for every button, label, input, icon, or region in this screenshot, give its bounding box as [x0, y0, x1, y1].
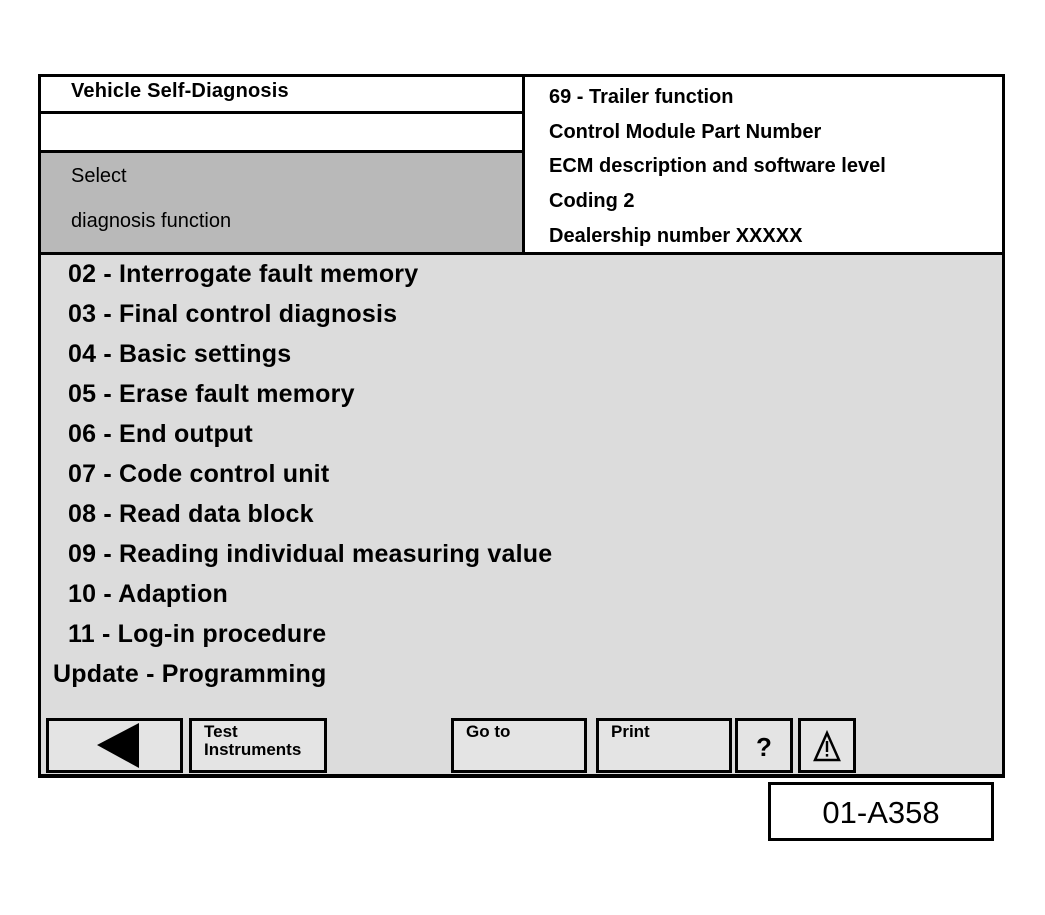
blank-field — [41, 114, 525, 153]
question-mark-icon: ? — [756, 732, 772, 762]
menu-item-basic-settings[interactable]: 04 - Basic settings — [68, 340, 292, 368]
module-info-panel — [525, 77, 1002, 252]
menu-item-log-in-procedure[interactable]: 11 - Log-in procedure — [68, 620, 327, 648]
warning-triangle-icon — [801, 721, 853, 770]
title-box — [41, 77, 525, 114]
ecm-description-label: ECM description and software level — [549, 155, 886, 177]
help-button[interactable] — [735, 718, 793, 773]
test-instruments-button[interactable] — [189, 718, 327, 773]
back-button[interactable] — [46, 718, 183, 773]
toolbar-bottom-rule — [41, 774, 1002, 778]
print-button[interactable] — [596, 718, 732, 773]
left-triangle-icon — [49, 721, 180, 770]
menu-item-adaption[interactable]: 10 - Adaption — [68, 580, 229, 608]
print-label: Print — [611, 722, 650, 741]
menu-item-update-programming[interactable]: Update - Programming — [53, 660, 327, 688]
go-to-button[interactable] — [451, 718, 587, 773]
test-instruments-label: Test Instruments — [204, 722, 302, 759]
prompt-line-2: diagnosis function — [71, 210, 232, 232]
menu-item-end-output[interactable]: 06 - End output — [68, 420, 253, 448]
figure-label-box — [768, 782, 994, 841]
prompt-line-1: Select — [71, 165, 127, 187]
header-left-panel — [41, 77, 525, 252]
header-bottom-rule — [41, 252, 1002, 255]
prompt-box — [41, 153, 525, 252]
menu-item-read-data-block[interactable]: 08 - Read data block — [68, 500, 314, 528]
figure-label: 01-A358 — [822, 795, 940, 830]
coding-label: Coding 2 — [549, 190, 635, 212]
menu-item-erase-fault-memory[interactable]: 05 - Erase fault memory — [68, 380, 355, 408]
warning-button[interactable] — [798, 718, 856, 773]
module-name: 69 - Trailer function — [549, 86, 734, 108]
menu-item-interrogate-fault-memory[interactable]: 02 - Interrogate fault memory — [68, 260, 419, 288]
dealership-number-label: Dealership number XXXXX — [549, 225, 803, 247]
menu-item-reading-individual-measuring-value[interactable]: 09 - Reading individual measuring value — [68, 540, 553, 568]
diagnosis-screen — [38, 74, 1005, 778]
part-number-label: Control Module Part Number — [549, 121, 822, 143]
go-to-label: Go to — [466, 722, 511, 741]
menu-item-code-control-unit[interactable]: 07 - Code control unit — [68, 460, 330, 488]
screen-title: Vehicle Self-Diagnosis — [71, 80, 289, 102]
menu-item-final-control-diagnosis[interactable]: 03 - Final control diagnosis — [68, 300, 398, 328]
